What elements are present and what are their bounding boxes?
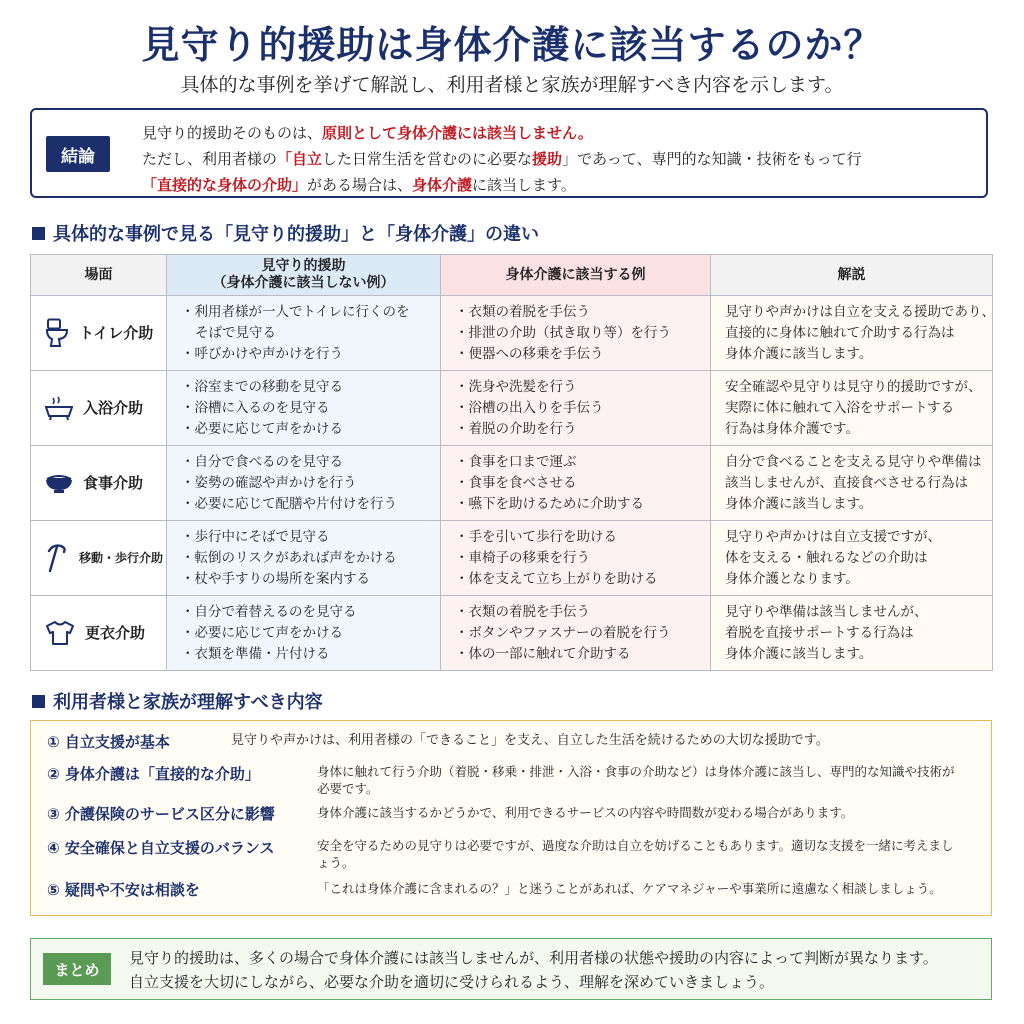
point-heading: ③ 介護保険のサービス区分に影響 — [47, 805, 275, 823]
explain-line: 身体介護に該当します。 — [725, 645, 873, 662]
square-bullet-icon — [32, 227, 45, 240]
bullet-line: ・杖や手すりの場所を案内する — [181, 570, 370, 587]
header-kaigo: 身体介護に該当する例 — [441, 255, 711, 296]
conclusion-line-2 — [142, 148, 862, 169]
bullet-line: ・浴槽の出入りを手伝う — [455, 399, 604, 416]
comparison-table — [30, 254, 993, 671]
cane-icon — [45, 543, 71, 573]
table-header-row — [31, 255, 993, 296]
explain-line: 行為は身体介護です。 — [725, 420, 859, 437]
bullet-line: ・必要に応じて配膳や片付けを行う — [181, 495, 397, 512]
point-text-line: 身体に触れて行う介助（着脱・移乗・排泄・入浴・食事の介助など）は身体介護に該当し、専門的な知識や技術が — [317, 764, 955, 779]
mimamori-cell — [167, 371, 441, 446]
mimamori-cell — [167, 296, 441, 371]
mimamori-cell — [167, 521, 441, 596]
explain-line: 自分で食べることを支える見守りや準備は — [725, 453, 982, 470]
kaigo-cell — [441, 521, 711, 596]
explain-line: 身体介護に該当します。 — [725, 345, 873, 362]
rice-bowl-icon — [45, 471, 73, 495]
bullet-line: ・自分で着替えるのを見守る — [181, 603, 357, 620]
scene-cell — [31, 371, 167, 446]
page-title: 見守り的援助は身体介護に該当するのか？ — [141, 23, 883, 67]
point-text-line: 必要です。 — [317, 781, 379, 796]
bullet-line: ・自分で食べるのを見守る — [181, 453, 343, 470]
summary-line-2: 自立支援を大切にしながら、必要な介助を適切に受けられるよう、理解を深めていきましょう。 — [129, 973, 775, 991]
scene-label: 入浴介助 — [83, 398, 144, 417]
bullet-line: ・食事を口まで運ぶ — [455, 453, 577, 470]
conclusion-text: がある場合は、 — [307, 176, 413, 194]
explain-cell — [711, 596, 993, 671]
conclusion-text: ただし、利用者様の — [142, 150, 278, 168]
bathtub-icon — [45, 395, 73, 421]
explain-line: 実際に体に触れて入浴をサポートする — [725, 399, 955, 416]
bullet-line: ・嚥下を助けるために介助する — [455, 495, 644, 512]
kaigo-cell — [441, 371, 711, 446]
bullet-line: そばで見守る — [195, 324, 276, 341]
bullet-line: ・歩行中にそばで見守る — [181, 528, 330, 545]
explain-line: 直接的に身体に触れて介助する行為は — [725, 324, 955, 341]
bullet-line: ・衣類を準備・片付ける — [181, 645, 330, 662]
bullet-line: ・ボタンやファスナーの着脱を行う — [455, 624, 671, 641]
summary-badge: まとめ — [43, 953, 111, 985]
section-title: 具体的な事例で見る「見守り的援助」と「身体介護」の違い — [53, 224, 539, 245]
bullet-line: ・車椅子の移乗を行う — [455, 549, 590, 566]
toilet-icon — [45, 318, 69, 348]
bullet-line: ・食事を食べさせる — [455, 474, 577, 491]
kaigo-cell — [441, 296, 711, 371]
conclusion-text: 」であって、専門的な知識・技術をもって行 — [562, 150, 862, 168]
conclusion-highlight: 「直接的な身体の介助」 — [142, 176, 308, 194]
conclusion-highlight: 原則として身体介護には該当しません。 — [322, 124, 593, 142]
bullet-line: ・呼びかけや声かけを行う — [181, 345, 343, 362]
bullet-line: ・浴室までの移動を見守る — [181, 378, 343, 395]
explain-line: 体を支える・触れるなどの介助は — [725, 549, 928, 566]
point-text: 身体介護に該当するかどうかで、利用できるサービスの内容や時間数が変わる場合があります。 — [317, 805, 854, 820]
shirt-icon — [45, 620, 75, 646]
conclusion-text: に該当します。 — [472, 176, 576, 194]
bullet-line: ・体を支えて立ち上がりを助ける — [455, 570, 658, 587]
point-heading: ① 自立支援が基本 — [47, 733, 170, 751]
point-text: 「これは身体介護に含まれるの？」と迷うことがあれば、ケアマネジャーや事業所に遠慮なく相談しましょう。 — [317, 881, 942, 896]
conclusion-highlight: 「自立 — [277, 150, 323, 168]
point-heading: ⑤ 疑問や不安は相談を — [47, 881, 200, 899]
point-heading: ④ 安全確保と自立支援のバランス — [47, 839, 275, 857]
scene-label: 食事介助 — [83, 473, 144, 492]
explain-line: 見守りや声かけは自立を支える援助であり、 — [725, 303, 995, 320]
conclusion-line-3 — [142, 174, 576, 195]
bullet-line: ・衣類の着脱を手伝う — [455, 303, 590, 320]
point-text — [317, 837, 989, 871]
bullet-line: ・浴槽に入るのを見守る — [181, 399, 330, 416]
bullet-line: ・着脱の介助を行う — [455, 420, 577, 437]
kaigo-cell — [441, 596, 711, 671]
explain-line: 安全確認や見守りは見守り的援助ですが、 — [725, 378, 982, 395]
bullet-line: ・体の一部に触れて介助する — [455, 645, 631, 662]
understanding-box — [30, 720, 992, 916]
scene-label: 更衣介助 — [85, 623, 146, 642]
table-row — [31, 596, 993, 671]
conclusion-box — [30, 108, 988, 198]
bullet-line: ・必要に応じて声をかける — [181, 420, 343, 437]
section-title: 利用者様と家族が理解すべき内容 — [53, 692, 323, 713]
table-row — [31, 521, 993, 596]
explain-line: 着脱を直接サポートする行為は — [725, 624, 914, 641]
explain-line: 身体介護に該当します。 — [725, 495, 873, 512]
table-row — [31, 371, 993, 446]
header-mimamori-subtitle: （身体介護に該当しない例） — [212, 275, 395, 291]
scene-cell — [31, 446, 167, 521]
summary-box — [30, 938, 992, 1000]
scene-label: 移動・歩行介助 — [79, 550, 164, 565]
explain-line: 該当しませんが、直接食べさせる行為は — [725, 474, 968, 491]
point-text-line: 安全を守るための見守りは必要ですが、過度な介助は自立を妨げることもあります。適切な支援を一緒に考えまし — [317, 838, 954, 853]
point-text-line: ょう。 — [317, 855, 355, 870]
scene-cell — [31, 296, 167, 371]
bullet-line: ・手を引いて歩行を助ける — [455, 528, 617, 545]
explain-line: 見守りや準備は該当しませんが、 — [725, 603, 928, 620]
conclusion-highlight: 身体介護 — [412, 176, 473, 194]
explain-cell — [711, 521, 993, 596]
mimamori-cell — [167, 446, 441, 521]
explain-line: 見守りや声かけは自立支援ですが、 — [725, 528, 941, 545]
explain-cell — [711, 371, 993, 446]
bullet-line: ・必要に応じて声をかける — [181, 624, 343, 641]
table-row — [31, 296, 993, 371]
kaigo-cell — [441, 446, 711, 521]
bullet-line: ・便器への移乗を手伝う — [455, 345, 604, 362]
scene-cell — [31, 596, 167, 671]
bullet-line: ・排泄の介助（拭き取り等）を行う — [455, 324, 671, 341]
header-mimamori-title: 見守り的援助 — [261, 258, 346, 274]
square-bullet-icon — [32, 695, 45, 708]
header-mimamori — [167, 255, 441, 296]
conclusion-highlight: 援助 — [532, 150, 563, 168]
explain-line: 身体介護となります。 — [725, 570, 859, 587]
point-text — [317, 763, 989, 797]
bullet-line: ・衣類の着脱を手伝う — [455, 603, 590, 620]
scene-label: トイレ介助 — [79, 323, 154, 342]
section-heading-understanding — [32, 688, 323, 714]
summary-line-1: 見守り的援助は、多くの場合で身体介護には該当しませんが、利用者様の状態や援助の内容によって判断が異なります。 — [129, 949, 938, 967]
header-scene: 場面 — [31, 255, 167, 296]
page-subtitle: 具体的な事例を挙げて解説し、利用者様と家族が理解すべき内容を示します。 — [180, 74, 844, 96]
point-text: 見守りや声かけは、利用者様の「できること」を支え、自立した生活を続けるための大切な援助です。 — [231, 733, 829, 748]
section-heading-examples — [32, 220, 539, 246]
table-row — [31, 446, 993, 521]
bullet-line: ・姿勢の確認や声かけを行う — [181, 474, 357, 491]
conclusion-line-1 — [142, 122, 593, 143]
conclusion-text: 見守り的援助そのものは、 — [142, 124, 323, 142]
bullet-line: ・転倒のリスクがあれば声をかける — [181, 549, 397, 566]
mimamori-cell — [167, 596, 441, 671]
bullet-line: ・利用者様が一人でトイレに行くのを — [181, 303, 410, 320]
scene-cell — [31, 521, 167, 596]
header-explain: 解説 — [711, 255, 993, 296]
point-heading: ② 身体介護は「直接的な介助」 — [47, 765, 260, 783]
bullet-line: ・洗身や洗髪を行う — [455, 378, 577, 395]
conclusion-badge: 結論 — [46, 136, 110, 172]
explain-cell — [711, 446, 993, 521]
explain-cell — [711, 296, 993, 371]
conclusion-text: した日常生活を営むのに必要な — [322, 150, 533, 168]
